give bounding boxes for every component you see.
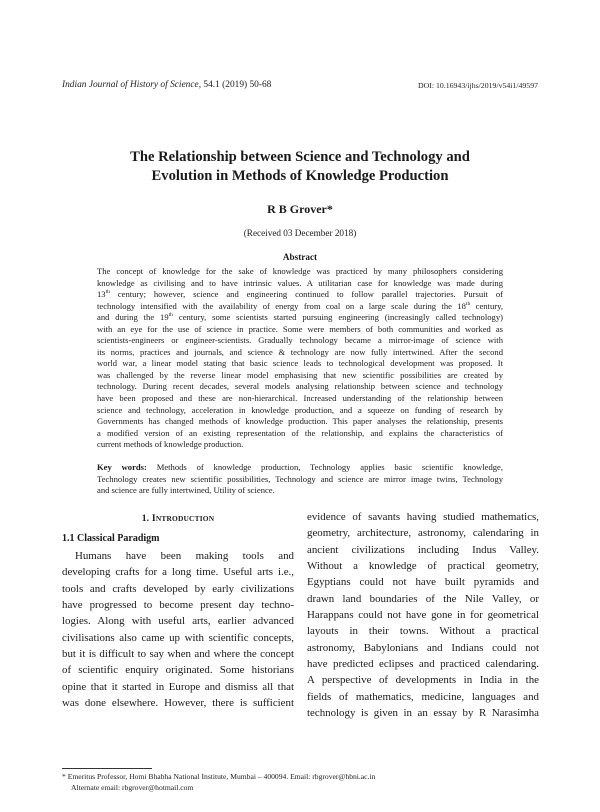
abstract-line: technology. During recent decades, several models analysing relationship between science and technology — [97, 381, 503, 392]
section-heading-introduction: 1. INTRODUCTION — [141, 513, 215, 524]
keywords-line: and science are fully intertwined, Utility of science. — [97, 485, 275, 496]
running-header — [62, 80, 538, 94]
abstract-heading: Abstract — [282, 252, 318, 262]
body-line: astronomy, Babylonians and Indians could not — [307, 641, 539, 654]
author: R B Grover* — [267, 202, 333, 216]
abstract-line: with an eye for the use of science in practice. Some were members of both communities and worked as — [97, 323, 503, 334]
abstract-line: The concept of knowledge for the sake of knowledge was practiced by many philosophers considering — [97, 266, 503, 276]
footnote — [62, 771, 532, 793]
abstract-line: world war, a linear model stating that basic science leads to technological development was proposed. It — [97, 358, 503, 369]
abstract-line: current methods of knowledge production. — [97, 439, 244, 450]
doi: DOI: 10.16943/ijhs/2019/v54i1/49597 — [418, 81, 538, 90]
abstract-line: its norms, practices and journals, and science & technology are now fully intertwined. After the second — [97, 346, 503, 357]
abstract-line: 13th century; however, science and engineering continued to follow parallel trajectories. Pursuit of — [97, 289, 503, 300]
abstract-line: technology intensified with the availability of energy from coal on a large scale during the 18th century, — [97, 300, 503, 311]
body-line: Humans have been making tools and — [75, 550, 294, 562]
journal-name: Indian Journal of History of Science, — [62, 80, 202, 90]
body-line: developing crafts for a long time. Useful arts i.e., — [62, 566, 294, 579]
body-line: was done elsewhere. However, there is sufficient — [62, 697, 294, 710]
body-line: Harappans could not have gone in for geometrical — [307, 609, 539, 622]
abstract-line: have been proposed and these are non-hierarchical. Increased understanding of the relationship between — [97, 393, 503, 404]
body-line: A perspective of developments in India in the — [307, 674, 539, 687]
received-date: (Received 03 December 2018) — [243, 228, 357, 238]
body-line: but it is difficult to say when and where the concept — [62, 648, 294, 661]
body-line: have progressed to become present day techno- — [62, 599, 294, 612]
footnote-divider — [62, 768, 152, 769]
footnote-alt-email: Alternate email: rbgrover@hotmail.com — [71, 783, 194, 793]
keywords-line: Key words: Methods of knowledge production, Technology applies basic scientific knowledge, — [97, 462, 504, 472]
body-line: technology is given in an essay by R Narasimha — [307, 707, 539, 720]
keywords-label: Key words: — [97, 462, 147, 472]
abstract-line: and during the 19th century, some scientists started pursuing engineering (increasingly called technology) — [97, 312, 503, 323]
abstract-line: scientists-engineers or engineer-scientists. Gradually technology became a mirror-image of science with — [97, 335, 503, 346]
journal-citation — [62, 80, 271, 90]
body-line: tools and crafts developed by early civilizations — [62, 582, 294, 595]
body-column-left — [62, 548, 294, 711]
body-line: evidence of savants having studied mathematics, — [307, 511, 539, 523]
body-line: civilisations also came up with scientific concepts, — [62, 631, 294, 644]
body-line: Without a knowledge of practical geometry, — [307, 560, 539, 573]
body-line: geometry, architecture, astronomy, calendaring in — [307, 527, 539, 540]
abstract-line: Governments has changed methods of knowledge production. This paper analyses the relationship, presents — [97, 416, 503, 427]
abstract-line: was challenged by the reverse linear model emphasising that new scientific possibilities are created by — [97, 369, 503, 380]
keywords — [97, 462, 503, 497]
body-line: Egyptians could not have built pyramids and — [307, 576, 539, 589]
keywords-line: Technology creates new scientific possibilities, Technology and science are mirror image twins, Technology — [97, 473, 503, 484]
paper-title — [60, 148, 540, 186]
body-line: ancient civilizations including Indus Valley. — [307, 543, 539, 556]
abstract-body — [97, 266, 503, 451]
footnote-affiliation: * Emeritus Professor, Homi Bhabha National Institute, Mumbai – 400094. Email: rbgrover@hbni.ac.in — [62, 772, 376, 781]
journal-issue: 54.1 (2019) 50-68 — [201, 80, 272, 90]
body-line: drawn land boundaries of the Nile Valley, or — [307, 592, 539, 605]
abstract-line: a modified version of an existing representation of the relationship, and explains the characteristics of — [97, 427, 503, 438]
title-line: Evolution in Methods of Knowledge Production — [151, 168, 449, 184]
body-line: opine that it started in Europe and dismiss all that — [62, 680, 294, 693]
body-line: logies. Along with useful arts, earlier advanced — [62, 615, 294, 628]
subsection-heading: 1.1 Classical Paradigm — [62, 533, 160, 544]
title-line: The Relationship between Science and Technology and — [130, 149, 470, 165]
body-line: layouts in their towns. Without a practical — [307, 625, 539, 638]
body-line: have predicted eclipses and practiced calendaring. — [307, 658, 539, 671]
body-line: of scientific enquiry originated. Some historians — [62, 664, 294, 677]
abstract-line: knowledge as civilising and to have intrinsic values. A utilitarian case for knowledge was made during — [97, 277, 503, 288]
abstract-line: science and technology, acceleration in knowledge production, and a squeeze on funding of research by — [97, 404, 503, 415]
body-line: fields of mathematics, medicine, languages and — [307, 690, 539, 703]
body-column-right — [307, 509, 539, 721]
